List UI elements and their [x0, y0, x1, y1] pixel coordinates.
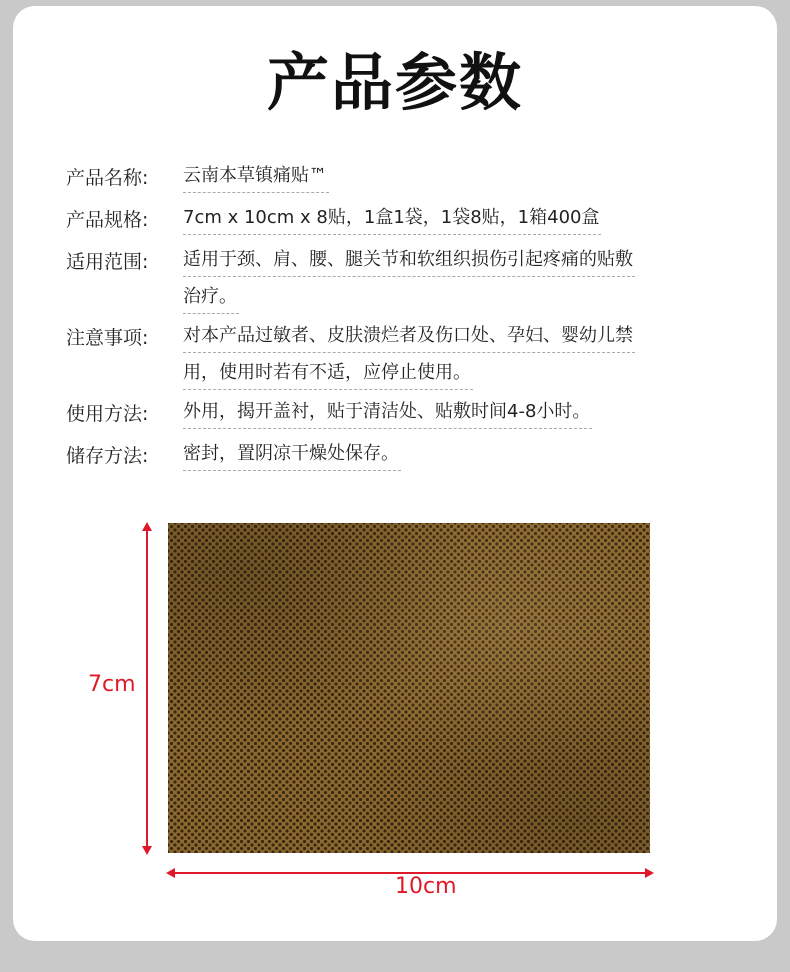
spec-row-size — [66, 202, 746, 238]
spec-value: 云南本草镇痛贴™ — [183, 160, 329, 193]
patch-image — [168, 523, 650, 853]
size-diagram — [0, 500, 790, 920]
spec-value: 7cm x 10cm x 8贴，1盒1袋，1袋8贴，1箱400盒 — [183, 202, 601, 235]
spec-label: 储存方法: — [66, 445, 149, 467]
spec-row-usage-scope — [66, 244, 746, 314]
spec-value: 治疗。 — [183, 281, 239, 314]
spec-label: 适用范围: — [66, 251, 149, 273]
spec-label: 产品规格: — [66, 209, 149, 231]
spec-label: 注意事项: — [66, 327, 149, 349]
spec-label: 使用方法: — [66, 403, 149, 425]
page-title: 产品参数 — [266, 46, 523, 119]
spec-label: 产品名称: — [66, 167, 149, 189]
arrow-right-icon — [645, 868, 654, 878]
spec-row-storage — [66, 438, 746, 474]
spec-value: 适用于颈、肩、腰、腿关节和软组织损伤引起疼痛的贴敷 — [183, 244, 635, 277]
spec-row-usage-method — [66, 396, 746, 432]
height-dimension-line — [146, 527, 148, 851]
arrow-up-icon — [142, 522, 152, 531]
width-label: 10cm — [395, 874, 457, 899]
arrow-left-icon — [166, 868, 175, 878]
spec-list — [66, 160, 746, 480]
spec-row-precautions — [66, 320, 746, 390]
spec-value: 密封，置阴凉干燥处保存。 — [183, 438, 401, 471]
spec-row-name — [66, 160, 746, 196]
height-label: 7cm — [88, 672, 136, 697]
spec-value: 外用，揭开盖衬，贴于清洁处、贴敷时间4-8小时。 — [183, 396, 592, 429]
spec-value: 用，使用时若有不适，应停止使用。 — [183, 357, 473, 390]
spec-value: 对本产品过敏者、皮肤溃烂者及伤口处、孕妇、婴幼儿禁 — [183, 320, 635, 353]
arrow-down-icon — [142, 846, 152, 855]
